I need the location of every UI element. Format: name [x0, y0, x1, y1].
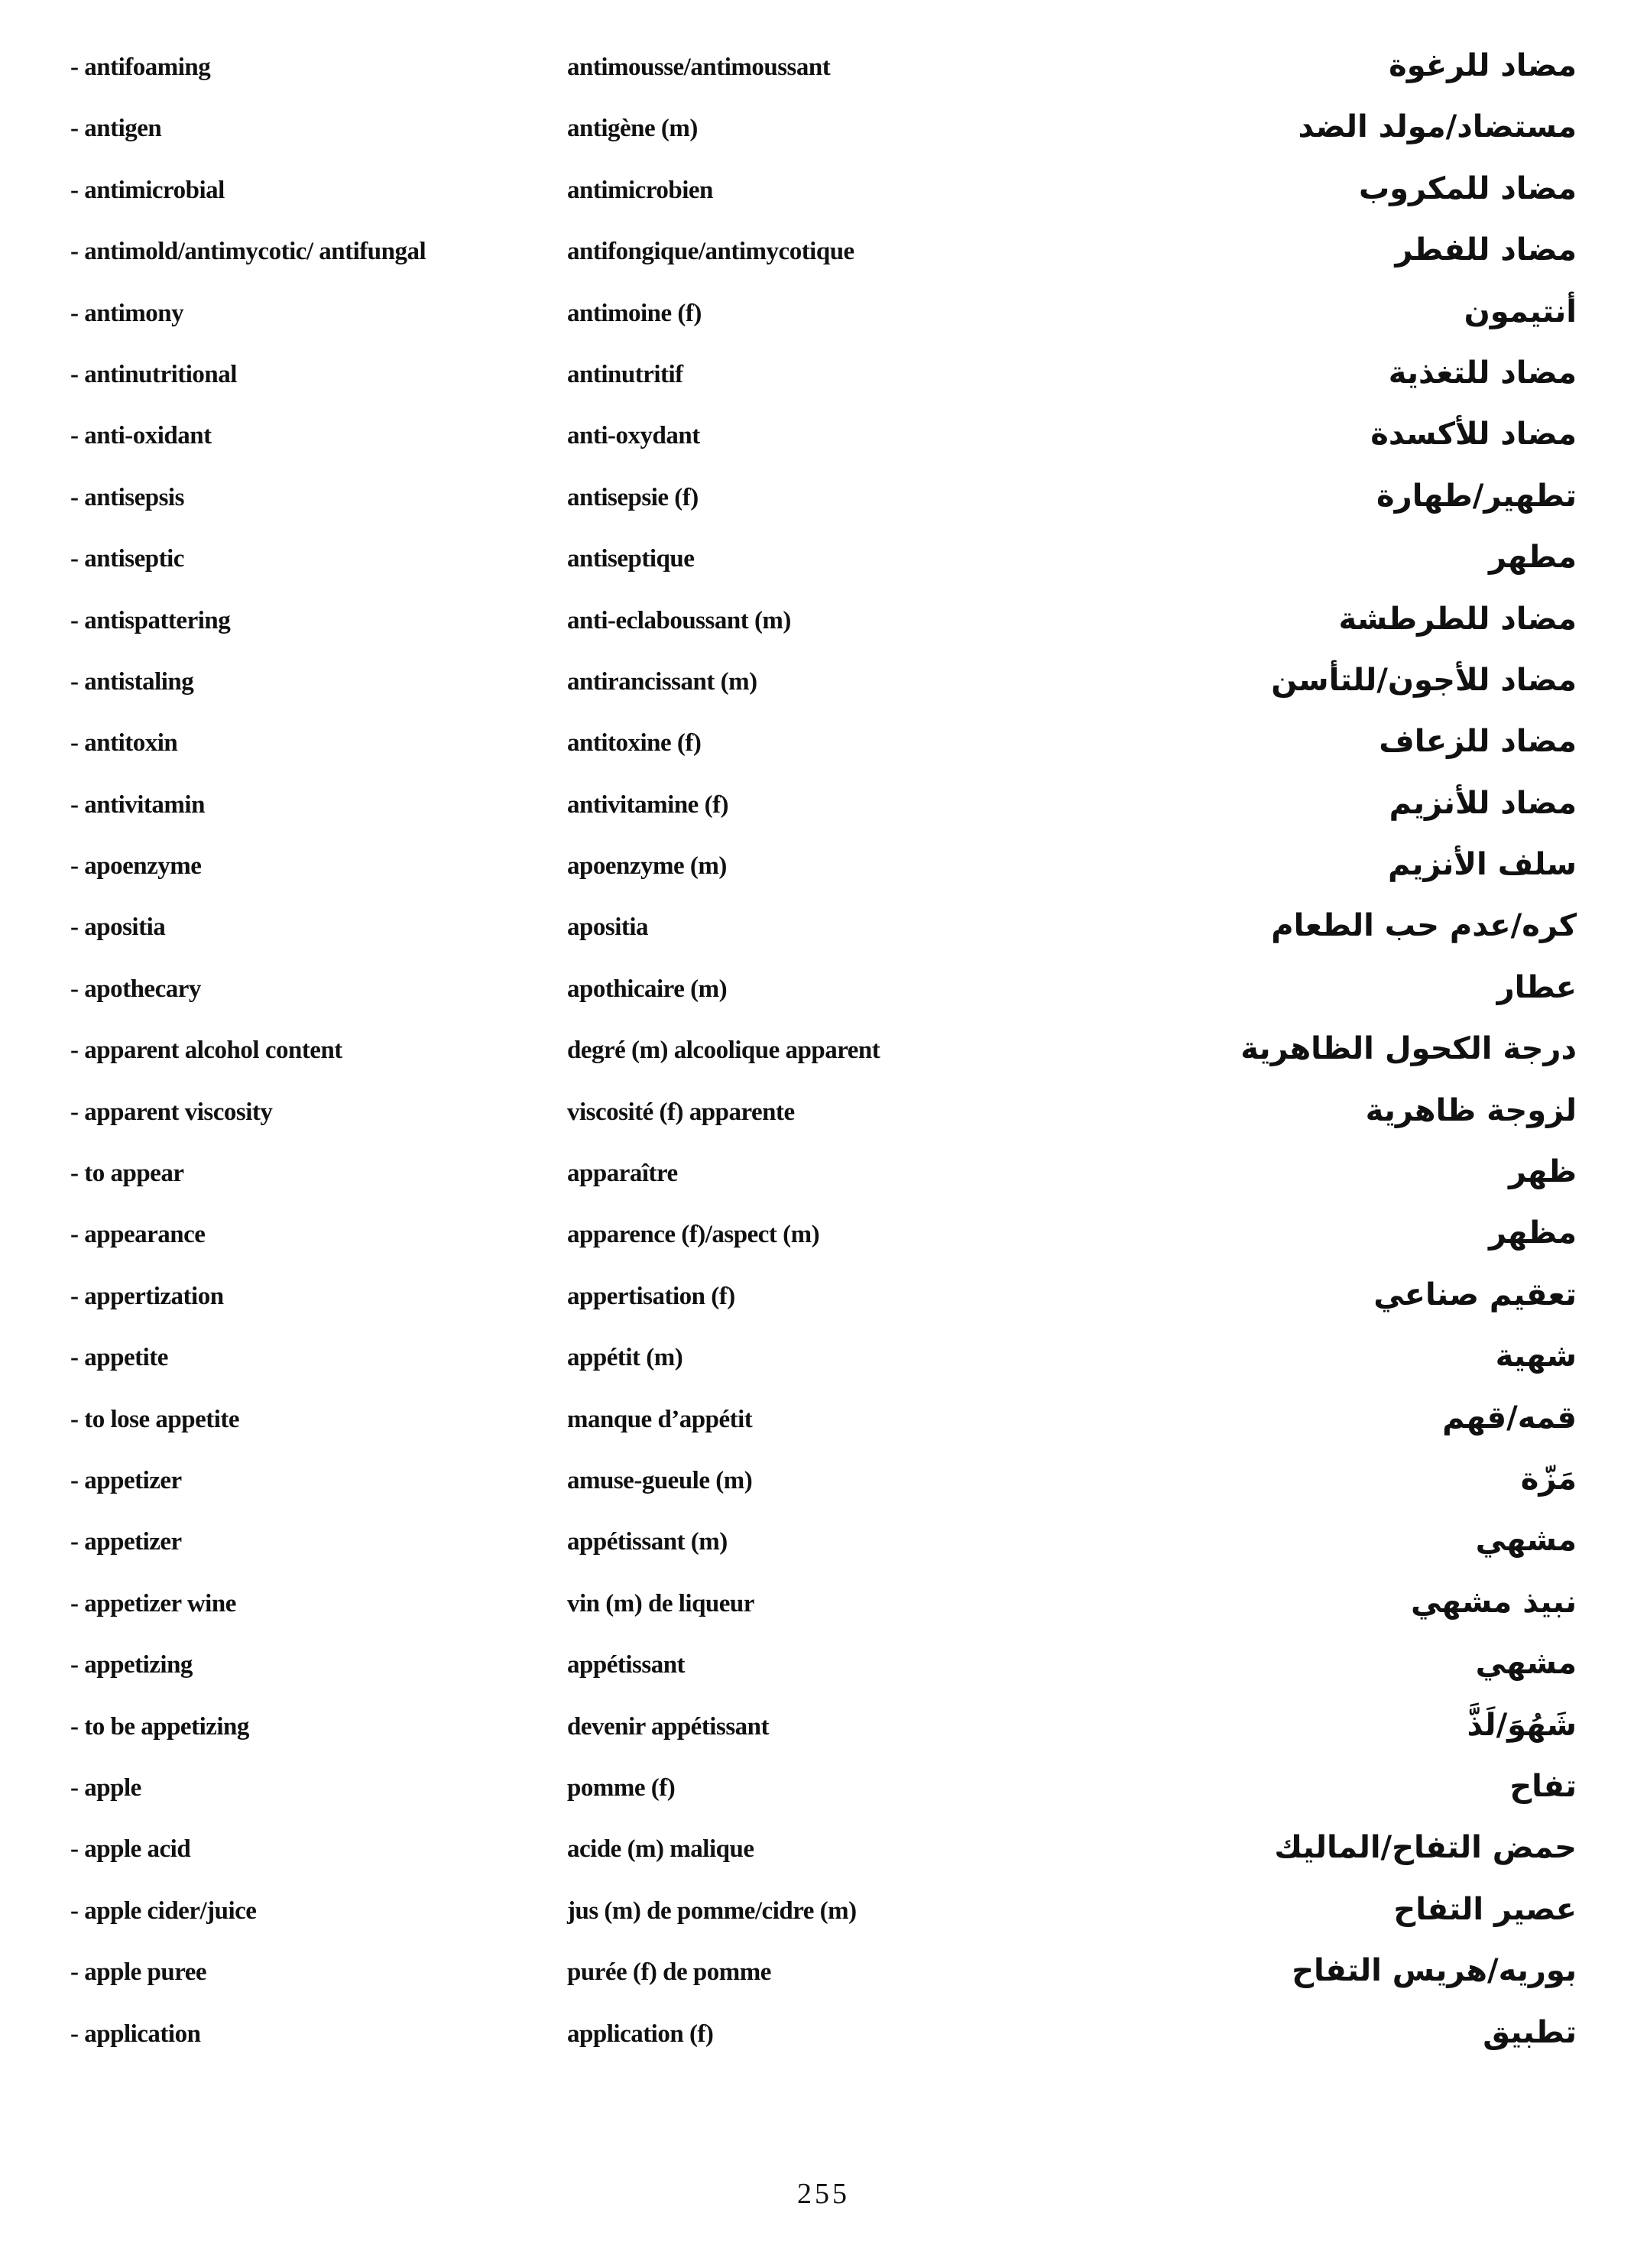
french-term: apositia [567, 913, 649, 942]
entry-row [0, 478, 1647, 547]
entry-row [0, 1523, 1647, 1591]
english-term: - to appear [70, 1160, 184, 1188]
entry-row [0, 294, 1647, 362]
french-term: apparaître [567, 1160, 678, 1188]
english-term: - antivitamin [70, 790, 205, 819]
english-term: - apple cider/juice [70, 1896, 257, 1925]
english-term: - to lose appetite [70, 1405, 240, 1433]
entry-row [0, 601, 1647, 670]
french-term: anti-oxydant [567, 422, 700, 450]
entry-row [0, 1461, 1647, 1530]
arabic-term: سلف الأنزيم [1387, 847, 1577, 883]
french-term: antifongique/antimycotique [567, 238, 854, 266]
english-term: - antistaling [70, 667, 194, 696]
english-term: - appertization [70, 1282, 224, 1310]
french-term: appétissant [567, 1651, 686, 1679]
entry-row [0, 1092, 1647, 1161]
french-term: appertisation (f) [567, 1282, 735, 1310]
arabic-term: تطبيق [1483, 2014, 1577, 2050]
entry-row [0, 1768, 1647, 1837]
english-term: - apparent alcohol content [70, 1037, 342, 1065]
english-term: - antimold/antimycotic/ antifungal [70, 238, 426, 266]
english-term: - antimony [70, 299, 184, 327]
french-term: viscosité (f) apparente [567, 1098, 795, 1126]
french-term: purée (f) de pomme [567, 1958, 771, 1987]
french-term: antinutritif [567, 360, 683, 388]
english-term: - appearance [70, 1221, 206, 1249]
arabic-term: درجة الكحول الظاهرية [1240, 1031, 1577, 1067]
french-term: anti-eclaboussant (m) [567, 606, 791, 634]
french-term: antisepsie (f) [567, 483, 699, 511]
entry-row [0, 48, 1647, 116]
arabic-term: مضاد للأجون/للتأسن [1271, 662, 1577, 698]
french-term: appétit (m) [567, 1344, 683, 1372]
french-term: antirancissant (m) [567, 667, 757, 696]
entry-row [0, 170, 1647, 239]
arabic-term: ظهر [1509, 1154, 1577, 1190]
english-term: - to be appetizing [70, 1712, 249, 1741]
french-term: antimousse/antimoussant [567, 54, 831, 81]
english-term: - apothecary [70, 975, 201, 1003]
entry-row [0, 1584, 1647, 1653]
arabic-term: لزوجة ظاهرية [1365, 1092, 1577, 1128]
page-number: 255 [797, 2178, 850, 2210]
arabic-term: نبيذ مشهي [1410, 1584, 1577, 1620]
english-term: - appetizer [70, 1466, 182, 1494]
french-term: vin (m) de liqueur [567, 1589, 754, 1617]
arabic-term: حمض التفاح/الماليك [1274, 1830, 1577, 1866]
entry-row [0, 232, 1647, 300]
french-term: antitoxine (f) [567, 729, 702, 758]
english-term: - appetizer [70, 1528, 182, 1556]
english-term: - apparent viscosity [70, 1098, 273, 1126]
entry-row [0, 1338, 1647, 1407]
english-term: - appetizer wine [70, 1589, 236, 1617]
french-term: appétissant (m) [567, 1528, 728, 1556]
entry-row [0, 969, 1647, 1038]
arabic-term: مضاد للرغوة [1389, 48, 1577, 83]
english-term: - apple acid [70, 1835, 191, 1864]
entry-row [0, 785, 1647, 854]
english-term: - antiseptic [70, 545, 184, 573]
french-term: amuse-gueule (m) [567, 1466, 753, 1494]
french-term: antimoine (f) [567, 299, 702, 327]
french-term: antigène (m) [567, 115, 698, 143]
entry-row [0, 662, 1647, 731]
arabic-term: كره/عدم حب الطعام [1271, 908, 1577, 944]
entry-row [0, 1830, 1647, 1898]
arabic-term: مضاد للزعاف [1379, 724, 1577, 760]
entry-row [0, 1953, 1647, 2021]
french-term: apparence (f)/aspect (m) [567, 1221, 820, 1249]
entry-row [0, 1400, 1647, 1468]
entry-row [0, 1031, 1647, 1099]
entry-row [0, 1277, 1647, 1345]
french-term: apoenzyme (m) [567, 852, 727, 881]
french-term: antiseptique [567, 545, 695, 573]
arabic-term: عطار [1496, 969, 1577, 1005]
arabic-term: مطهر [1488, 540, 1577, 576]
french-term: application (f) [567, 2020, 714, 2048]
arabic-term: مضاد للطرطشة [1338, 601, 1577, 637]
arabic-term: مضاد للمكروب [1358, 170, 1577, 206]
arabic-term: مشهي [1475, 1523, 1577, 1559]
english-term: - apositia [70, 913, 166, 942]
arabic-term: مظهر [1488, 1215, 1577, 1251]
entry-row [0, 1215, 1647, 1283]
arabic-term: تفاح [1509, 1768, 1577, 1804]
entry-row [0, 908, 1647, 976]
english-term: - apoenzyme [70, 852, 202, 881]
arabic-term: قمه/قهم [1442, 1400, 1577, 1436]
entry-row [0, 1891, 1647, 1960]
french-term: jus (m) de pomme/cidre (m) [567, 1896, 857, 1925]
entry-row [0, 355, 1647, 423]
french-term: devenir appétissant [567, 1712, 770, 1741]
arabic-term: مضاد للأنزيم [1389, 785, 1577, 821]
french-term: acide (m) malique [567, 1835, 754, 1864]
english-term: - antifoaming [70, 54, 211, 81]
entry-row [0, 847, 1647, 915]
entries-list [0, 48, 1647, 2083]
french-term: degré (m) alcoolique apparent [567, 1037, 880, 1065]
arabic-term: مضاد للفطر [1395, 232, 1577, 268]
arabic-term: أنتيمون [1464, 294, 1577, 329]
french-term: apothicaire (m) [567, 975, 728, 1003]
arabic-term: مَزّة [1520, 1461, 1577, 1497]
entry-row [0, 417, 1647, 485]
english-term: - antigen [70, 115, 162, 143]
english-term: - antisepsis [70, 483, 184, 511]
french-term: antimicrobien [567, 176, 713, 204]
arabic-term: مشهي [1475, 1646, 1577, 1682]
entry-row [0, 2014, 1647, 2083]
arabic-term: بوريه/هريس التفاح [1292, 1953, 1577, 1989]
english-term: - antitoxin [70, 729, 178, 758]
arabic-term: عصير التفاح [1393, 1891, 1577, 1927]
arabic-term: تطهير/طهارة [1376, 478, 1577, 514]
arabic-term: مضاد للتغذية [1388, 355, 1577, 391]
entry-row [0, 540, 1647, 608]
arabic-term: مضاد للأكسدة [1370, 417, 1577, 453]
english-term: - application [70, 2020, 201, 2048]
french-term: antivitamine (f) [567, 790, 729, 819]
arabic-term: تعقيم صناعي [1373, 1277, 1577, 1312]
french-term: pomme (f) [567, 1773, 676, 1802]
english-term: - anti-oxidant [70, 422, 212, 450]
arabic-term: مستضاد/مولد الضد [1298, 109, 1577, 145]
english-term: - appetizing [70, 1651, 193, 1679]
entry-row [0, 1707, 1647, 1776]
english-term: - appetite [70, 1344, 168, 1372]
english-term: - apple [70, 1773, 141, 1802]
entry-row [0, 1154, 1647, 1222]
entry-row [0, 724, 1647, 792]
english-term: - apple puree [70, 1958, 207, 1987]
english-term: - antinutritional [70, 360, 237, 388]
english-term: - antimicrobial [70, 176, 225, 204]
arabic-term: شَهُوَ/لَذَّ [1467, 1707, 1577, 1743]
french-term: manque d’appétit [567, 1405, 753, 1433]
entry-row [0, 1646, 1647, 1714]
english-term: - antispattering [70, 606, 231, 634]
entry-row [0, 109, 1647, 177]
arabic-term: شهية [1495, 1338, 1577, 1374]
